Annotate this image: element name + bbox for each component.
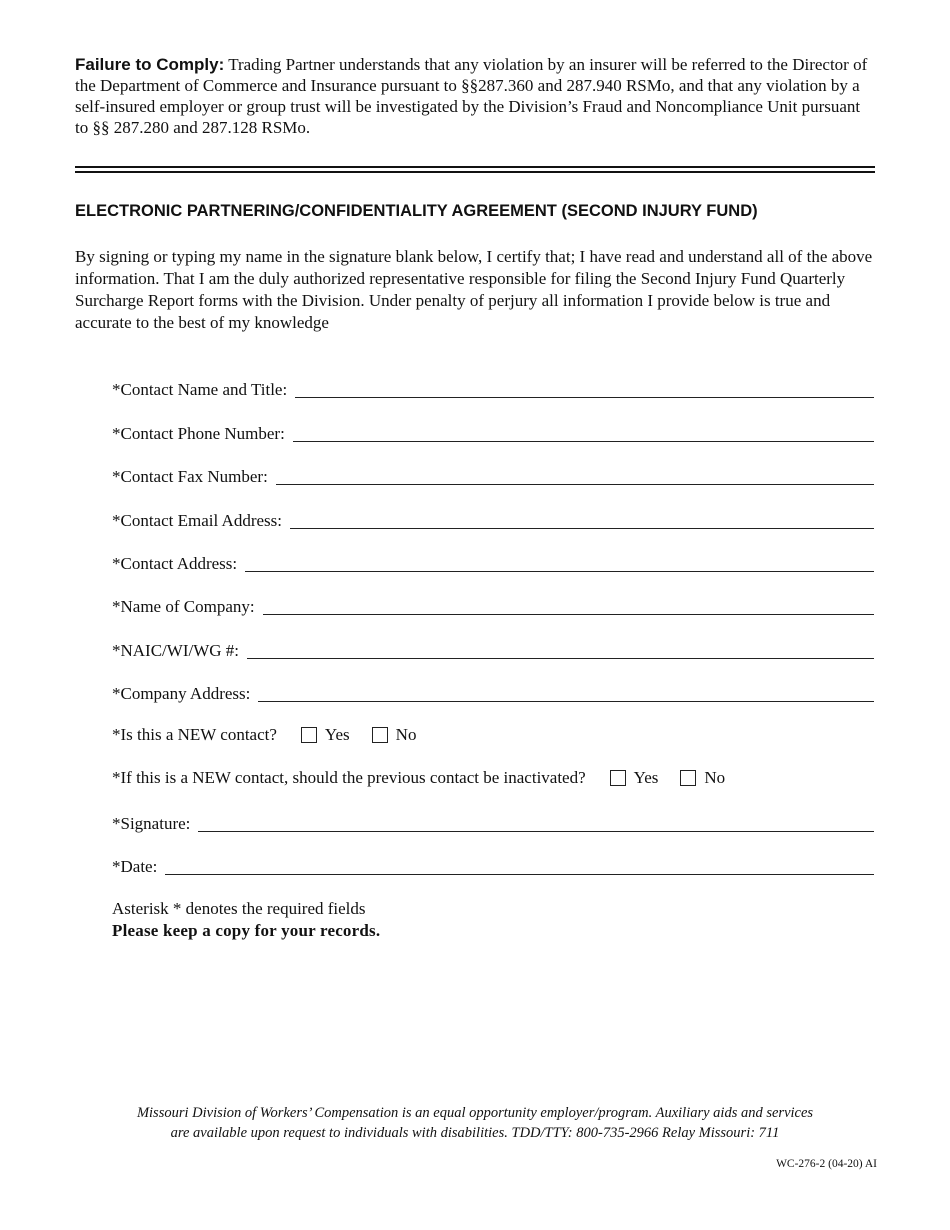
contact-address-input[interactable] xyxy=(245,553,874,572)
contact-fax-input[interactable] xyxy=(276,466,874,485)
contact-email-input[interactable] xyxy=(290,510,874,529)
failure-to-comply-label: Failure to Comply: xyxy=(75,55,225,74)
agreement-title: ELECTRONIC PARTNERING/CONFIDENTIALITY AGREEMENT (SECOND INJURY FUND) xyxy=(75,202,758,220)
company-address-label: *Company Address: xyxy=(112,684,251,703)
contact-name-label: *Contact Name and Title: xyxy=(112,380,288,399)
contact-address-row xyxy=(112,550,874,574)
date-label: *Date: xyxy=(112,857,158,876)
footer-disclaimer xyxy=(75,1103,875,1143)
inactivate-question xyxy=(112,766,725,790)
inactivate-no-option[interactable] xyxy=(680,768,725,788)
inactivate-label: *If this is a NEW contact, should the previous contact be inactivated? xyxy=(112,768,586,787)
new-contact-no-label: No xyxy=(395,725,417,744)
signature-input[interactable] xyxy=(198,813,874,832)
signature-row xyxy=(112,810,874,834)
contact-name-row xyxy=(112,376,874,400)
inactivate-no-checkbox[interactable] xyxy=(680,770,696,786)
divider-bottom xyxy=(75,171,875,173)
inactivate-yes-checkbox[interactable] xyxy=(610,770,626,786)
contact-email-row xyxy=(112,507,874,531)
company-name-label: *Name of Company: xyxy=(112,597,255,616)
inactivate-yes-label: Yes xyxy=(633,768,659,787)
footer-line-2: are available upon request to individuals with disabilities. TDD/TTY: 800-735-2966 Relay Missouri: 711 xyxy=(170,1125,780,1141)
signature-label: *Signature: xyxy=(112,814,191,833)
company-address-input[interactable] xyxy=(258,683,874,702)
contact-fax-label: *Contact Fax Number: xyxy=(112,467,268,486)
required-fields-text: Asterisk * denotes the required fields xyxy=(112,899,366,918)
date-row xyxy=(112,853,874,877)
inactivate-no-label: No xyxy=(704,768,726,787)
new-contact-yes-option[interactable] xyxy=(301,725,350,745)
required-note xyxy=(112,898,380,942)
naic-label: *NAIC/WI/WG #: xyxy=(112,641,240,660)
naic-row xyxy=(112,637,874,661)
new-contact-yes-label: Yes xyxy=(324,725,350,744)
contact-phone-label: *Contact Phone Number: xyxy=(112,424,285,443)
divider-top xyxy=(75,166,875,168)
failure-to-comply-paragraph xyxy=(75,54,875,138)
agreement-body: By signing or typing my name in the signature blank below, I certify that; I have read and understand all of the above information. That I am the duly authorized representative responsible for filing the Second Injury Fund Quarterly Surcharge Report forms with the Division. Under penalty of perjury all information I provide below is true and accurate to the best of my knowledge xyxy=(75,247,873,332)
naic-input[interactable] xyxy=(247,640,874,659)
contact-fax-row xyxy=(112,463,874,487)
contact-address-label: *Contact Address: xyxy=(112,554,238,573)
new-contact-no-checkbox[interactable] xyxy=(372,727,388,743)
company-name-input[interactable] xyxy=(263,596,874,615)
keep-copy-text: Please keep a copy for your records. xyxy=(112,921,381,940)
company-name-row xyxy=(112,593,874,617)
date-input[interactable] xyxy=(165,856,874,875)
new-contact-question xyxy=(112,723,416,747)
contact-name-input[interactable] xyxy=(295,379,874,398)
failure-to-comply-text: Trading Partner understands that any violation by an insurer will be referred to the Director of the Department of Commerce and Insurance pursuant to §§287.360 and 287.940 RSMo, and that any violation by a self-insured employer or group trust will be investigated by the Division’s Fraud and Noncompliance Unit pursuant to §§ 287.280 and 287.128 RSMo. xyxy=(75,55,868,137)
new-contact-yes-checkbox[interactable] xyxy=(301,727,317,743)
company-address-row xyxy=(112,680,874,704)
contact-phone-row xyxy=(112,420,874,444)
footer-line-1: Missouri Division of Workers’ Compensation is an equal opportunity employer/program. Auxiliary aids and services xyxy=(136,1105,814,1121)
contact-phone-input[interactable] xyxy=(293,423,874,442)
contact-email-label: *Contact Email Address: xyxy=(112,511,282,530)
form-id: WC-276-2 (04-20) AI xyxy=(776,1158,877,1170)
new-contact-label: *Is this a NEW contact? xyxy=(112,725,277,744)
new-contact-no-option[interactable] xyxy=(372,725,417,745)
inactivate-yes-option[interactable] xyxy=(610,768,659,788)
